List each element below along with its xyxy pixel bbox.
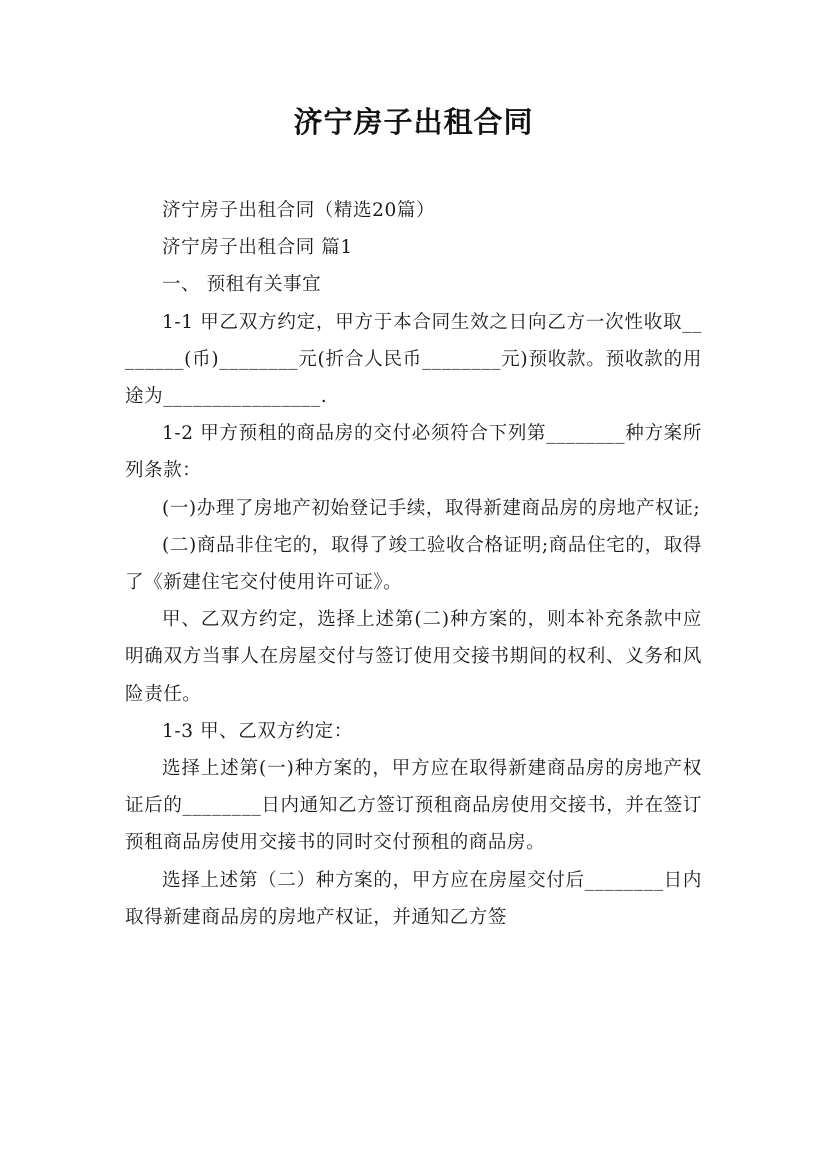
paragraph-clause-1-3: 1-3 甲、乙双方约定：	[162, 720, 353, 742]
document-body	[125, 192, 702, 936]
paragraph-agreement: 甲、乙双方约定，选择上述第(二)种方案的，则本补充条款中应明确双方当事人在房屋交付与签订使用交接书期间的权利、义务和风险责任。	[125, 609, 702, 705]
paragraph-clause-1-2: 1-2 甲方预租的商品房的交付必须符合下列第________种方案所列条款：	[125, 423, 702, 482]
paragraph-section-heading: 济宁房子出租合同 篇1	[162, 237, 353, 259]
paragraph-option-1-terms: 选择上述第(一)种方案的，甲方应在取得新建商品房的房地产权证后的________日内通知乙方签订预租商品房使用交接书，并在签订预租商品房使用交接书的同时交付预租的商品房。	[125, 758, 702, 854]
paragraph-option-2: (二)商品非住宅的，取得了竣工验收合格证明;商品住宅的，取得了《新建住宅交付使用许可证》。	[125, 534, 702, 594]
paragraph-option-2-terms: 选择上述第（二）种方案的，甲方应在房屋交付后________日内取得新建商品房的房地产权证，并通知乙方签	[125, 869, 702, 928]
document-title: 济宁房子出租合同	[293, 105, 534, 139]
paragraph-subtitle: 济宁房子出租合同（精选20篇）	[162, 200, 436, 221]
paragraph-clause-1-1: 1-1 甲乙双方约定，甲方于本合同生效之日向乙方一次性收取________(币)________元(折合人民币________元)预收款。预收款的用途为________________.	[125, 311, 702, 408]
paragraph-option-1: (一)办理了房地产初始登记手续，取得新建商品房的房地产权证;	[162, 497, 701, 519]
paragraph-clause-heading: 一、 预租有关事宜	[162, 274, 322, 296]
